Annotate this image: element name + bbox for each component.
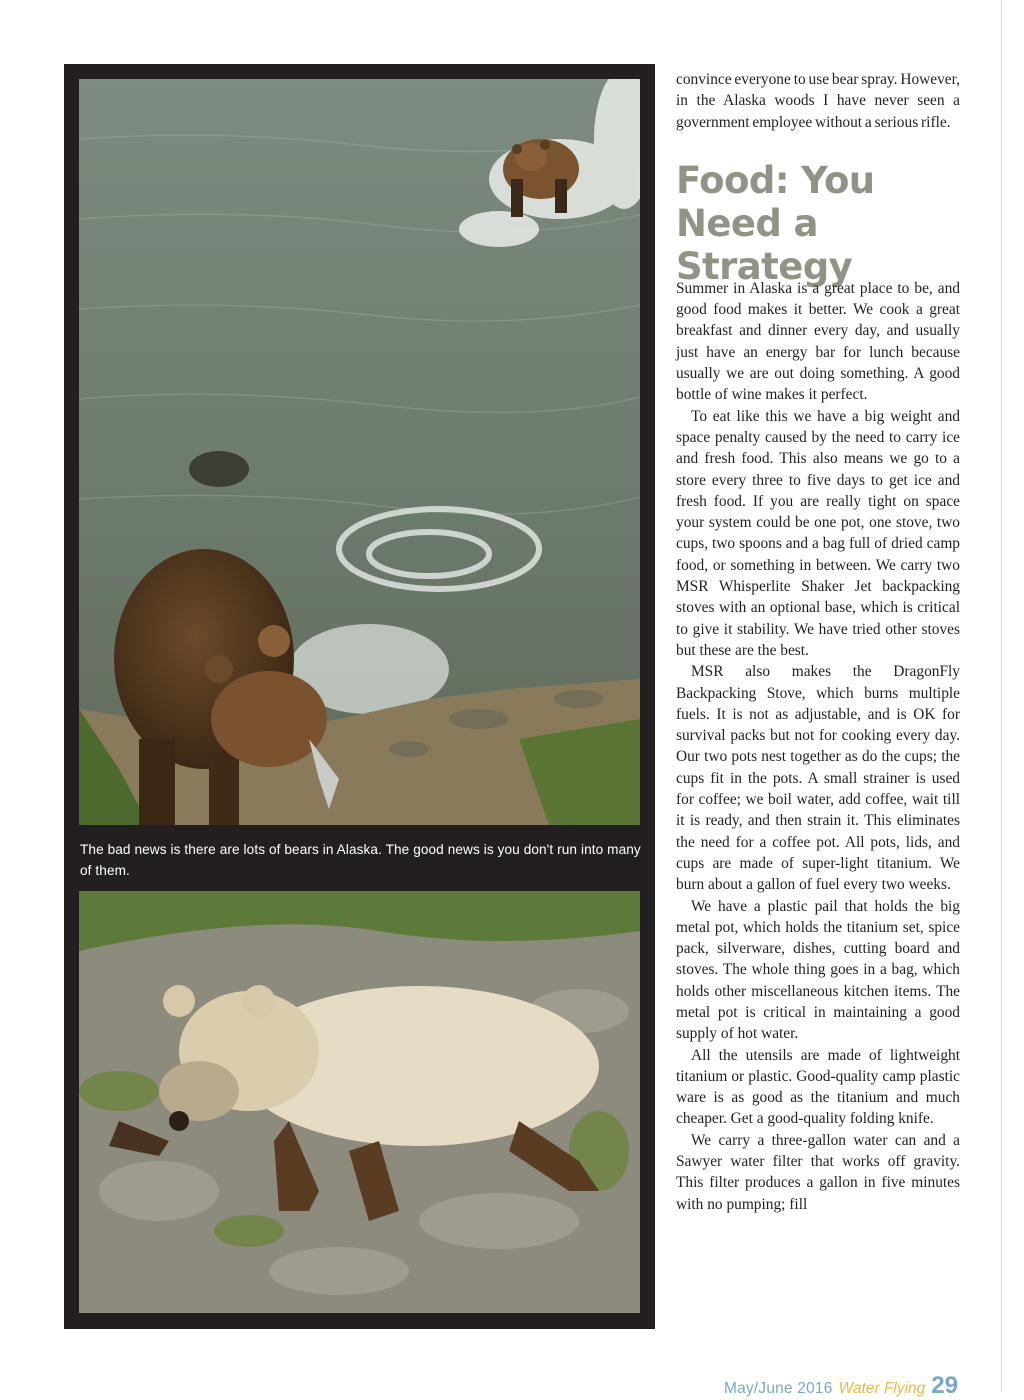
article-paragraph: We have a plastic pail that holds the big metal pot, which holds the titanium set, spice pack, silverware, dishes, cutting board and stoves. The whole thing goes in a bag, which holds other miscellaneous kitchen items. The metal pot is critical in maintaining a good supply of hot water.: [676, 897, 960, 1043]
section-heading: Food: You Need a Strategy: [676, 158, 875, 288]
article-paragraph: Summer in Alaska is a great place to be, and good food makes it better. We cook a great breakfast and dinner every day, and usually just have an energy bar for lunch because usually we are out doing something. A good bottle of wine makes it perfect.: [676, 279, 960, 404]
magazine-name: Water Flying: [838, 1380, 926, 1397]
article-paragraph: MSR also makes the DragonFly Backpacking Stove, which burns multiple fuels. It is not as adjustable, and is OK for survival packs but not for cooking every day. Our two pots nest together as do the cups; the cups fit in the pots. A small strainer is used for coffee; we boil water, add coffee, wait till it is ready, and then strain it. This eliminates the need for a coffee pot. All pots, lids, and cups are made of super-light titanium. We burn about a gallon of fuel every two weeks.: [676, 663, 960, 894]
article-paragraph: To eat like this we have a big weight and space penalty caused by the need to carry ice and fresh food. This also means we go to a store every three to five days to get ice and fresh food. If you are really tight on space your system could be one pot, one stove, two cups, two spoons and a bag full of dried camp food, or something in between. We carry two MSR Whisperlite Shaker Jet backpacking stoves with an optional base, which is critical to give it stability. We have tried other stoves but these are the best.: [676, 407, 960, 659]
article-intro: convince everyone to use bear spray. However, in the Alaska woods I have never seen a government employee without a serious rifle.: [676, 71, 960, 131]
article-column: [676, 69, 960, 1215]
page-footer: [724, 1372, 958, 1400]
article-paragraph: We carry a three-gallon water can and a Sawyer water filter that works off gravity. This filter produces a gallon in five minutes with no pumping; fill: [676, 1131, 960, 1213]
photo-caption: The bad news is there are lots of bears in Alaska. The good news is you don't run into many of them.: [80, 842, 641, 878]
photo-panel: [64, 64, 655, 1329]
issue-date: May/June 2016: [723, 1380, 833, 1397]
river-bears-photo: [79, 79, 640, 825]
blond-bear-photo: [79, 891, 640, 1313]
article-paragraph: All the utensils are made of lightweight titanium or plastic. Good-quality camp plastic ware is as good as the titanium and much cheaper. Get a good-quality folding knife.: [676, 1046, 960, 1128]
page-number: 29: [931, 1372, 958, 1399]
